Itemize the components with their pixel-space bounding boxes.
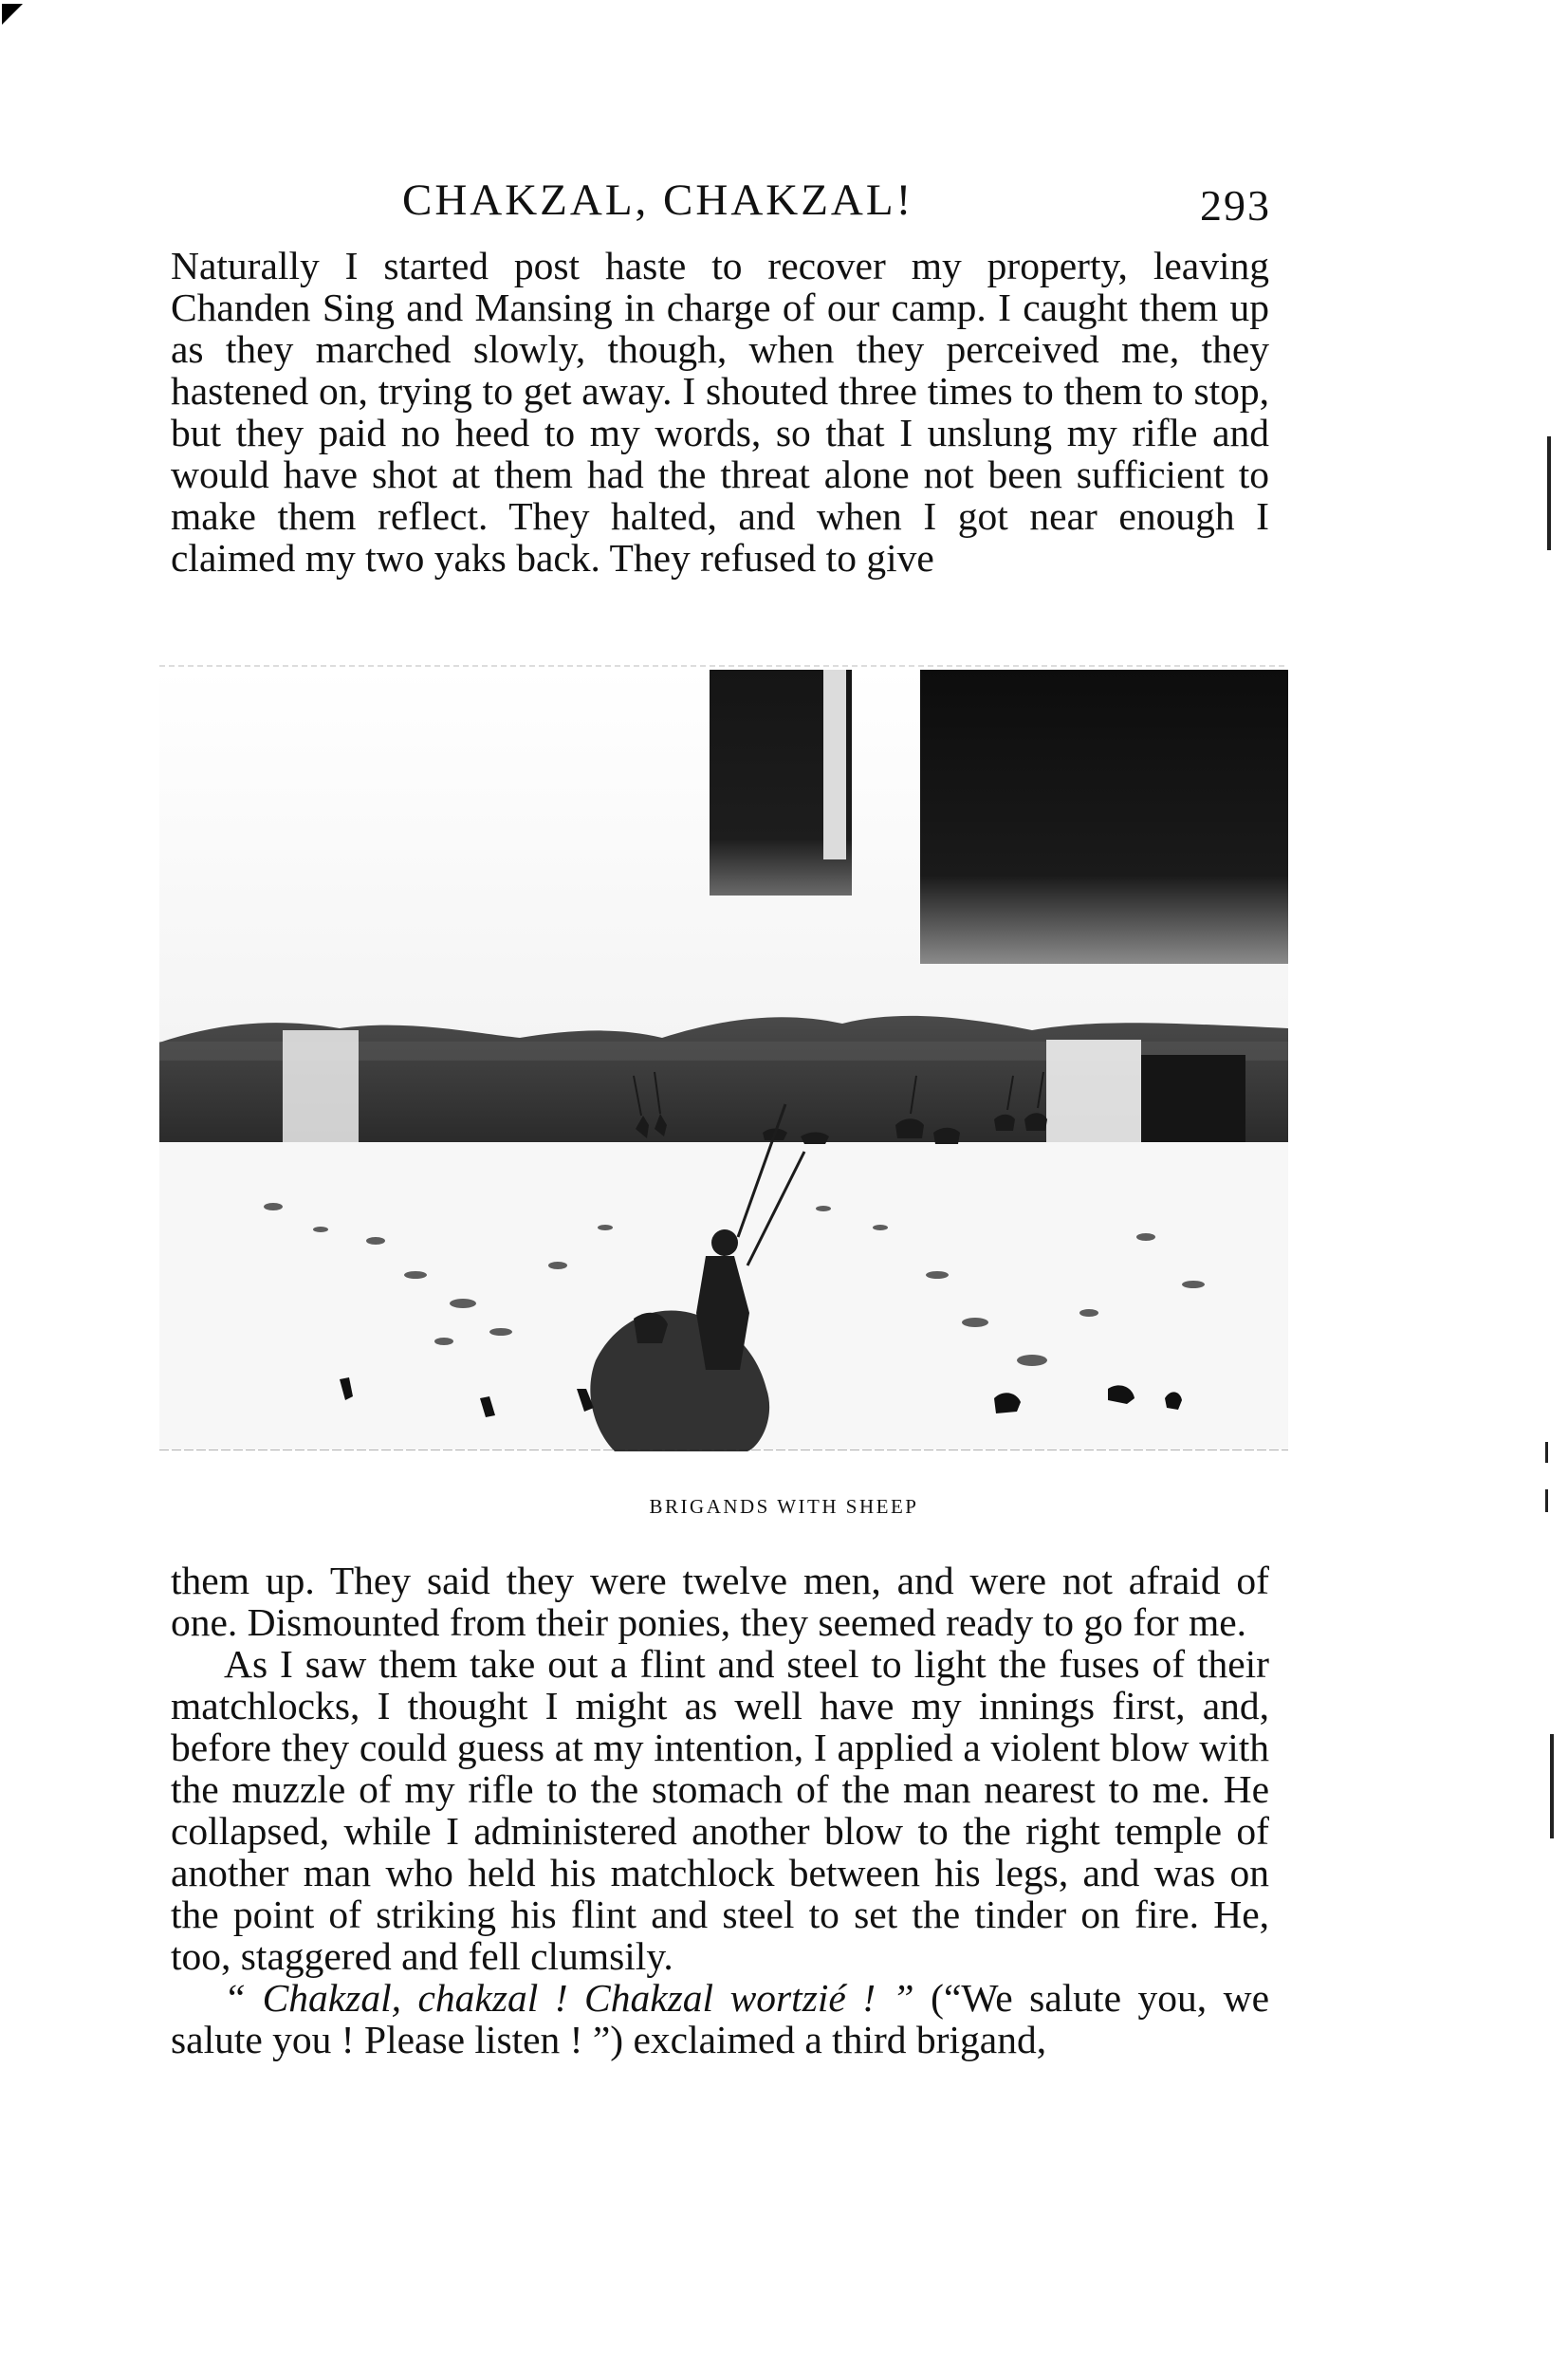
figure-caption: BRIGANDS WITH SHEEP xyxy=(649,1495,919,1518)
chakzal-translation: (“We salute you, we salute you ! Please listen ! ”) exclaimed a third brigand, xyxy=(171,1976,1269,2061)
page-header xyxy=(171,171,1271,228)
chakzal-quote: “ Chakzal, chakzal ! Chakzal wortzié ! ” xyxy=(224,1976,914,2020)
paragraph-naturally: Naturally I started post haste to recover my property, leaving Chanden Sing and Mansing in charge of our camp. I caught them up as they marched slowly, though, when they perceived me, they hastened on, trying to get away. I shouted three times to them to stop, but they paid no heed to my words, so that I unslung my rifle and would have shot at them had the threat alone not been sufficient to make them reflect. They halted, and when I got near enough I claimed my two yaks back. They refused to give xyxy=(171,244,1269,580)
brigands-with-sheep-illustration xyxy=(159,658,1288,1453)
margin-mark xyxy=(1545,1489,1548,1512)
margin-mark xyxy=(1550,1734,1554,1838)
illustration xyxy=(159,658,1288,1453)
paragraph-them-up: them up. They said they were twelve men, and were not afraid of one. Dismounted from their ponies, they seemed ready to go for me. xyxy=(171,1559,1269,1644)
corner-mark xyxy=(2,4,23,25)
paragraph-flint-and-steel: As I saw them take out a flint and steel to light the fuses of their matchlocks, I thought I might as well have my innings first, and, before they could guess at my intention, I applied a violent blow with the muzzle of my rifle to the stomach of the man nearest to me. He collapsed, while I administered another blow to the right temple of another man who held his matchlock between his legs, and was on the point of striking his flint and steel to set the tinder on fire. He, too, staggered and fell clumsily. xyxy=(171,1642,1269,1978)
paragraph-chakzal xyxy=(171,1977,1269,2060)
top-paragraph xyxy=(171,245,1269,579)
margin-mark xyxy=(1545,1442,1548,1463)
bottom-text xyxy=(171,1560,1269,2060)
page-number: 293 xyxy=(1200,181,1271,230)
running-title: CHAKZAL, CHAKZAL! xyxy=(402,175,914,225)
margin-mark xyxy=(1547,436,1551,550)
